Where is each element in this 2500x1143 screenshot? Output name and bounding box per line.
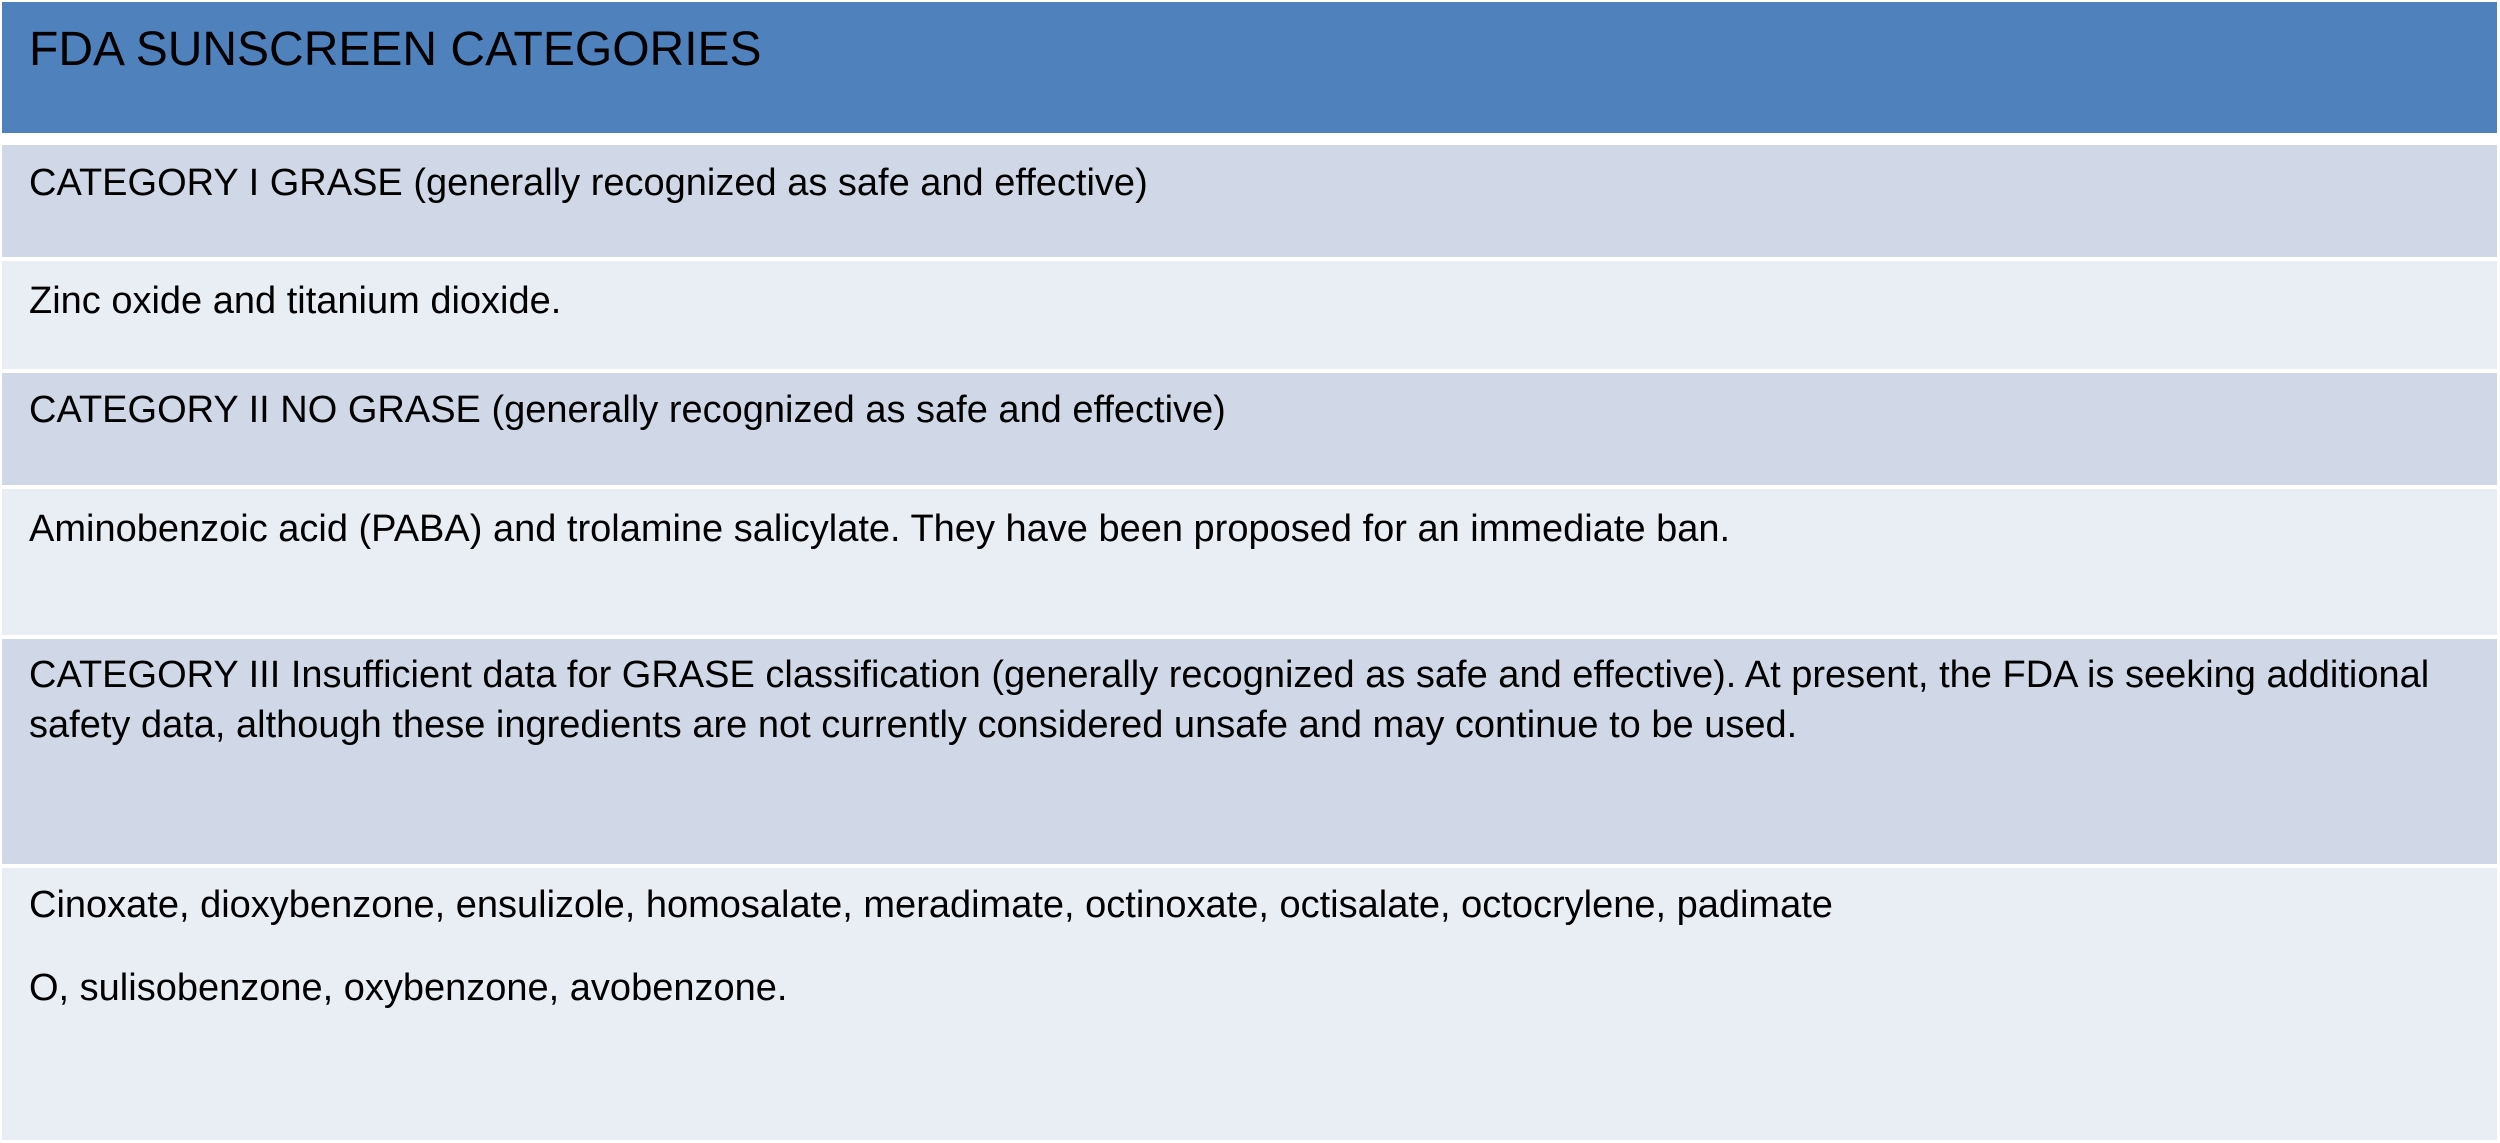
category-ii-row [2, 373, 2497, 485]
category-i-row [2, 145, 2497, 257]
category-iii-ingredients-row [2, 868, 2497, 1140]
category-ii-ingredients: Aminobenzoic acid (PABA) and trolamine salicylate. They have been proposed for an immediate ban. [29, 508, 1731, 550]
category-i-ingredients-row [2, 261, 2497, 369]
category-i-ingredients: Zinc oxide and titanium dioxide. [29, 280, 562, 322]
category-i-heading: CATEGORY I GRASE (generally recognized as safe and effective) [29, 162, 1148, 204]
sunscreen-categories-table [2, 2, 2497, 1140]
category-ii-ingredients-row [2, 489, 2497, 635]
category-iii-ingredients-line-2: O, sulisobenzone, oxybenzone, avobenzone. [29, 967, 788, 1009]
category-iii-heading: CATEGORY III Insufficient data for GRASE classification (generally recognized as safe and effective). At present, the FDA is seeking additional safety data, although these ingredients are not currently considered unsafe and may continue to be used. [29, 654, 2451, 746]
table-header [2, 2, 2497, 133]
category-iii-row [2, 639, 2497, 864]
category-iii-ingredients-line-1: Cinoxate, dioxybenzone, ensulizole, homosalate, meradimate, octinoxate, octisalate, octocrylene, padimate [29, 884, 1833, 926]
table-title: FDA SUNSCREEN CATEGORIES [29, 23, 762, 76]
category-ii-heading: CATEGORY II NO GRASE (generally recognized as safe and effective) [29, 389, 1226, 431]
